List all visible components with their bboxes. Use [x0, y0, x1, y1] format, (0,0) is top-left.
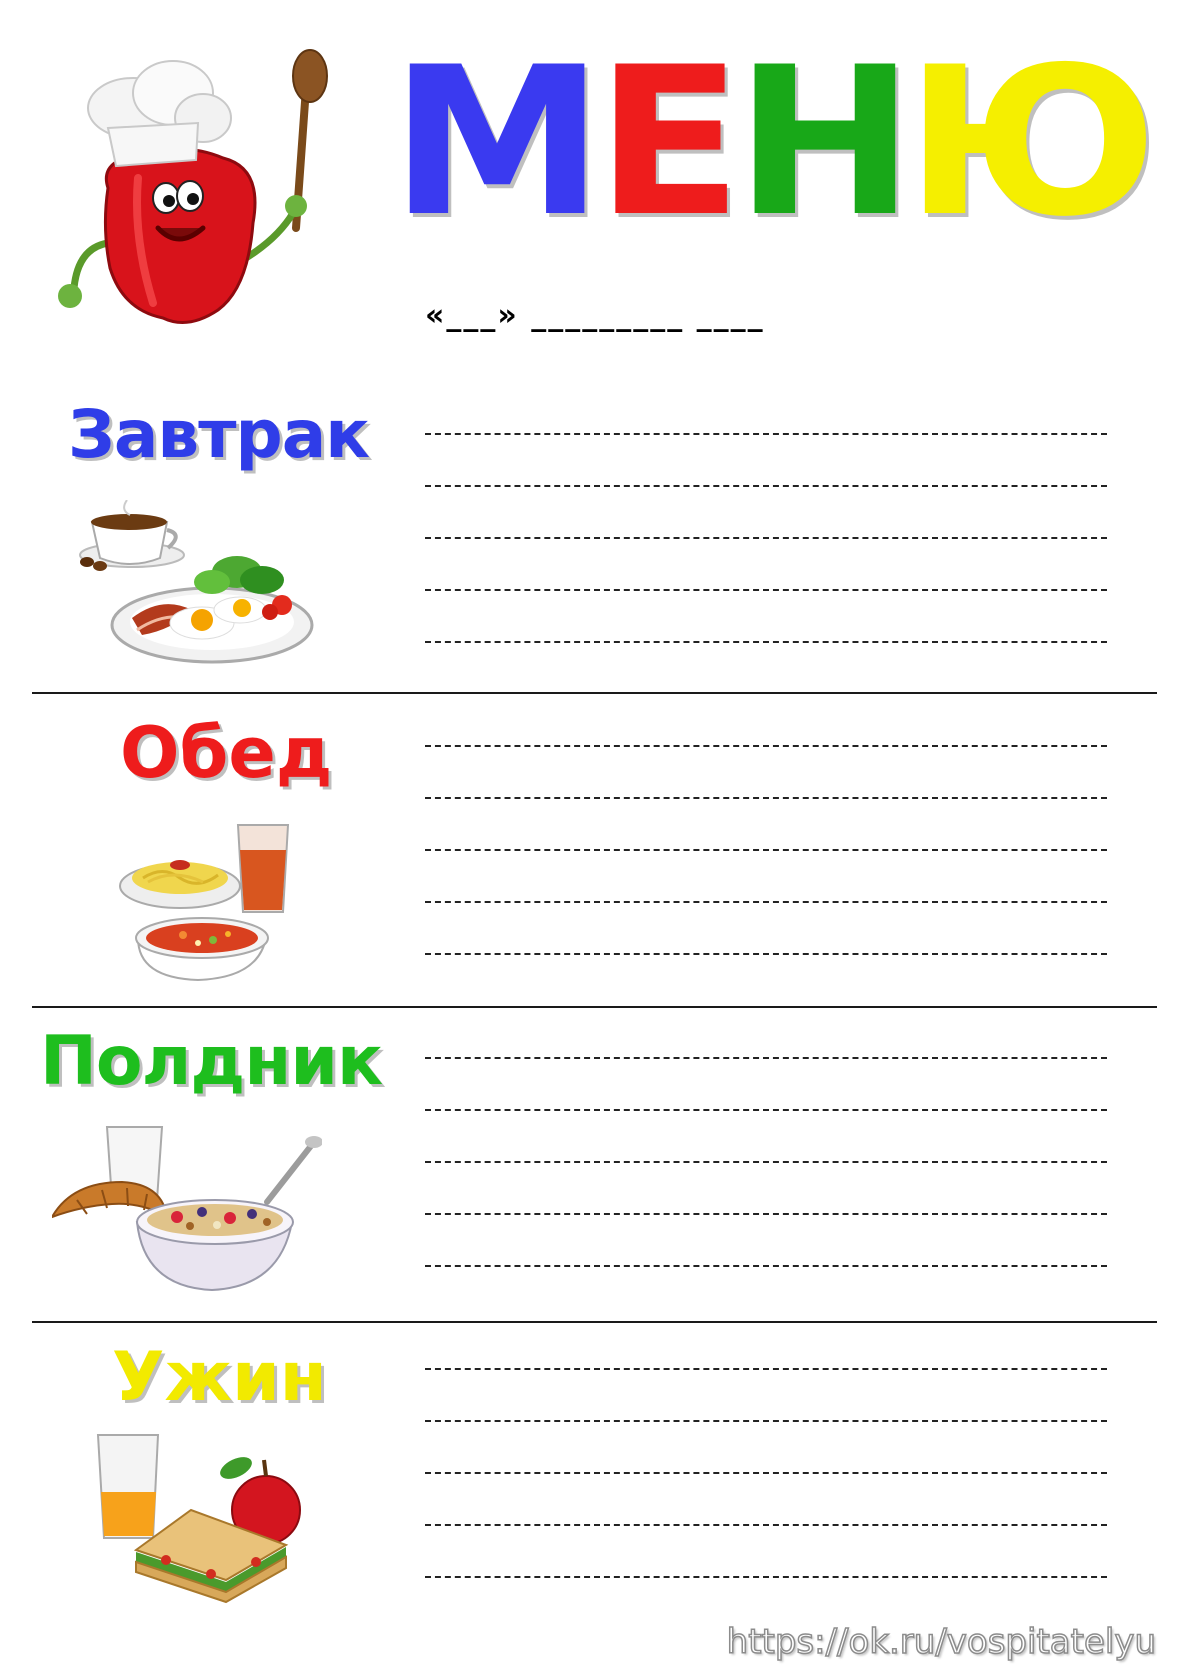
watermark-url: https://ok.ru/vospitatelyu — [726, 1622, 1156, 1662]
meal-title-afternoon-snack: Полдник — [40, 1022, 383, 1101]
breakfast-illustration — [72, 500, 317, 665]
write-line — [425, 1265, 1107, 1267]
section-divider — [32, 1006, 1157, 1008]
write-line — [425, 745, 1107, 747]
write-line — [425, 485, 1107, 487]
title-letter-2: Е — [595, 24, 739, 262]
write-line — [425, 849, 1107, 851]
dinner-illustration — [96, 1430, 306, 1605]
write-line — [425, 537, 1107, 539]
title-letter-1: М — [390, 24, 600, 262]
write-line — [425, 1472, 1107, 1474]
afternoon-snack-illustration — [52, 1122, 322, 1302]
menu-title — [390, 24, 1154, 262]
date-line: «___» _________ ____ — [425, 298, 765, 333]
title-letter-4: Ю — [904, 24, 1154, 262]
section-divider — [32, 1321, 1157, 1323]
write-line — [425, 1057, 1107, 1059]
write-line — [425, 433, 1107, 435]
section-divider — [32, 692, 1157, 694]
afternoon-snack-lines — [425, 1057, 1107, 1317]
write-line — [425, 901, 1107, 903]
meal-title-breakfast: Завтрак — [68, 396, 370, 473]
title-letter-3: Н — [734, 24, 911, 262]
write-line — [425, 953, 1107, 955]
write-line — [425, 797, 1107, 799]
write-line — [425, 1576, 1107, 1578]
write-line — [425, 1420, 1107, 1422]
lunch-illustration — [118, 820, 308, 990]
meal-title-dinner: Ужин — [112, 1338, 327, 1417]
write-line — [425, 1368, 1107, 1370]
dinner-lines — [425, 1368, 1107, 1628]
breakfast-lines — [425, 433, 1107, 693]
write-line — [425, 1213, 1107, 1215]
write-line — [425, 1524, 1107, 1526]
chef-pepper-mascot — [38, 48, 358, 348]
write-line — [425, 589, 1107, 591]
meal-title-lunch: Обед — [120, 712, 333, 794]
write-line — [425, 641, 1107, 643]
write-line — [425, 1161, 1107, 1163]
lunch-lines — [425, 745, 1107, 1005]
write-line — [425, 1109, 1107, 1111]
